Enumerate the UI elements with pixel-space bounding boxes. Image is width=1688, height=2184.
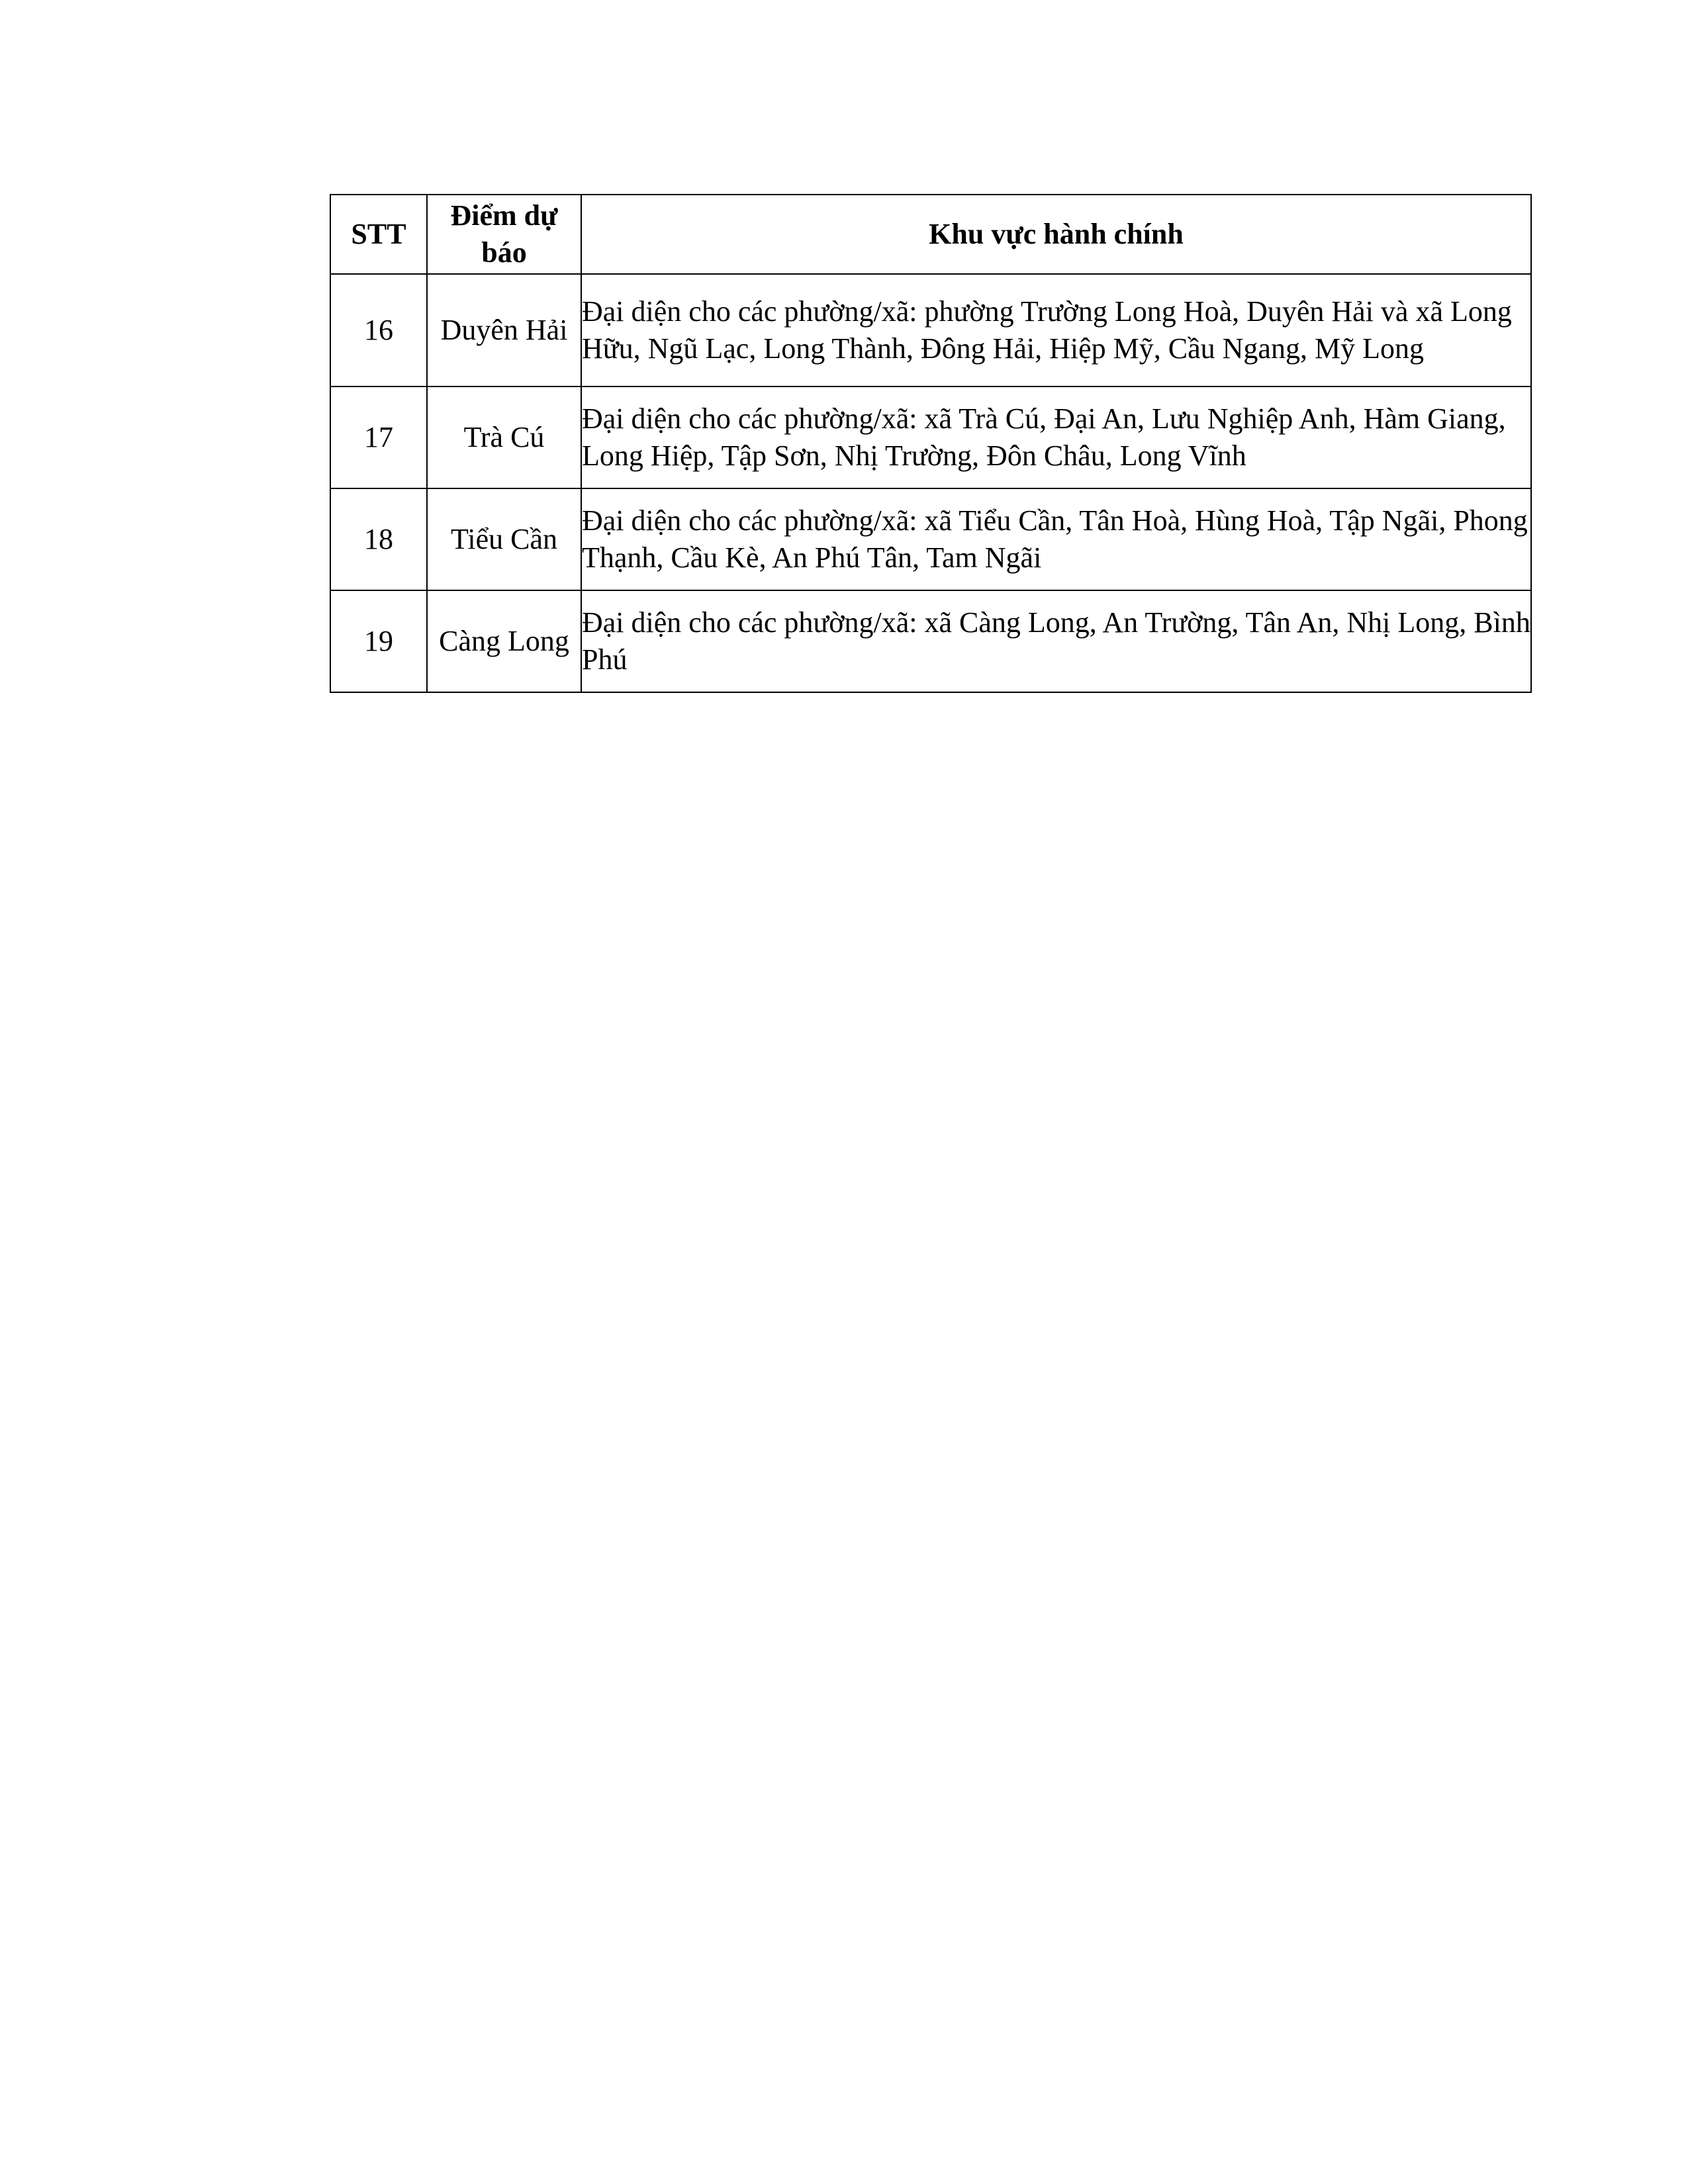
row-forecast-point: Càng Long <box>427 590 581 692</box>
header-administrative-area: Khu vực hành chính <box>581 195 1531 274</box>
row-forecast-point: Trà Cú <box>427 387 581 488</box>
row-administrative-area: Đại diện cho các phường/xã: xã Trà Cú, Đại An, Lưu Nghiệp Anh, Hàm Giang, Long Hiệp, Tập Sơn, Nhị Trường, Đôn Châu, Long Vĩnh <box>581 387 1531 488</box>
table-row <box>330 590 1531 692</box>
row-stt: 16 <box>330 274 427 387</box>
row-stt: 19 <box>330 590 427 692</box>
forecast-points-table <box>330 194 1532 693</box>
row-stt: 18 <box>330 488 427 590</box>
row-administrative-area: Đại diện cho các phường/xã: xã Càng Long, An Trường, Tân An, Nhị Long, Bình Phú <box>581 590 1531 692</box>
row-stt: 17 <box>330 387 427 488</box>
row-forecast-point: Tiểu Cần <box>427 488 581 590</box>
table-header <box>330 195 1531 274</box>
row-forecast-point: Duyên Hải <box>427 274 581 387</box>
table-row <box>330 488 1531 590</box>
header-forecast-point: Điểm dự báo <box>427 195 581 274</box>
row-administrative-area: Đại diện cho các phường/xã: phường Trường Long Hoà, Duyên Hải và xã Long Hữu, Ngũ Lạc, Long Thành, Đông Hải, Hiệp Mỹ, Cầu Ngang, Mỹ Long <box>581 274 1531 387</box>
table-row <box>330 274 1531 387</box>
header-stt: STT <box>330 195 427 274</box>
table-row <box>330 387 1531 488</box>
header-row <box>330 195 1531 274</box>
row-administrative-area: Đại diện cho các phường/xã: xã Tiểu Cần, Tân Hoà, Hùng Hoà, Tập Ngãi, Phong Thạnh, Cầu Kè, An Phú Tân, Tam Ngãi <box>581 488 1531 590</box>
table-body <box>330 274 1531 692</box>
